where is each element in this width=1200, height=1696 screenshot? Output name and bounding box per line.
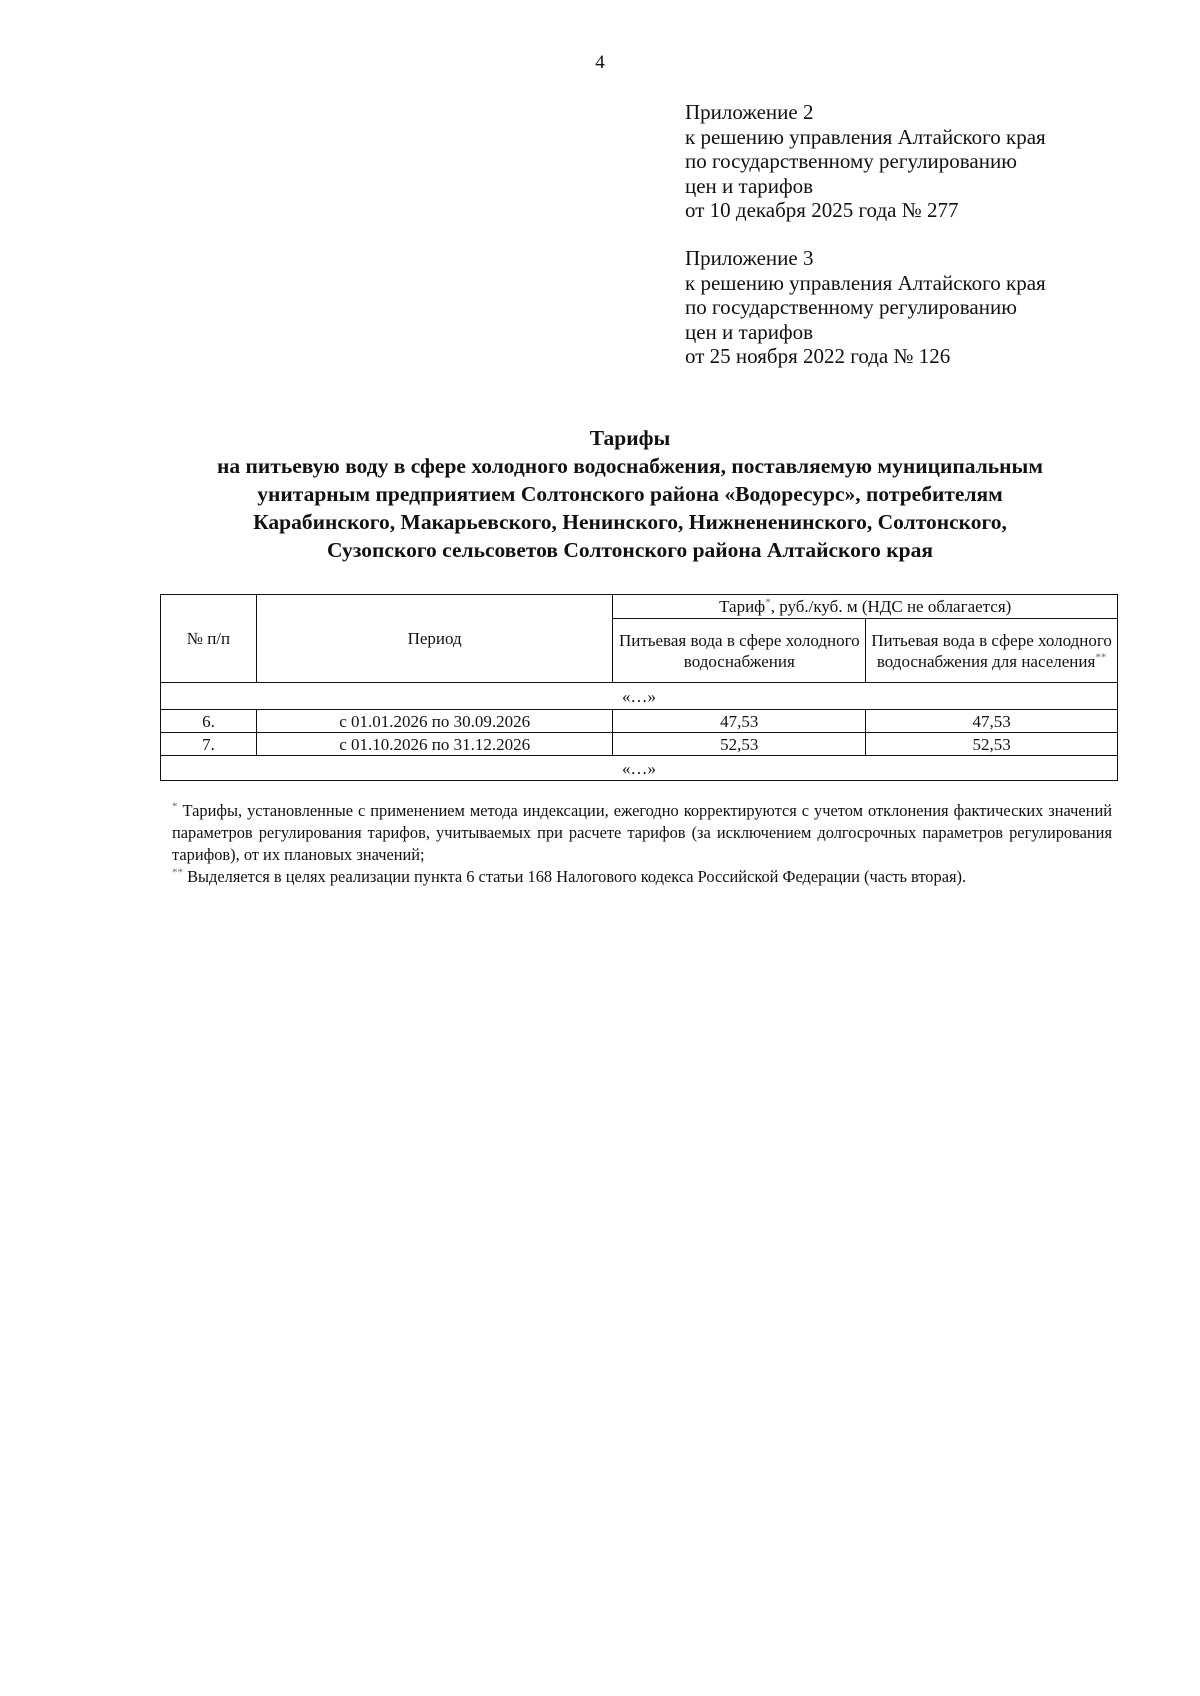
appendix-3-line: к решению управления Алтайского края <box>685 270 1046 295</box>
footnotes <box>172 800 1112 888</box>
footnote-mark: ** <box>172 866 183 879</box>
ellipsis-cell: «…» <box>161 756 1118 781</box>
appendix-2-date: от 10 декабря 2025 года № 277 <box>685 198 959 222</box>
row-tariff: 52,53 <box>613 733 866 756</box>
row-tariff-population: 52,53 <box>866 733 1118 756</box>
footnote-1 <box>172 800 1112 866</box>
table-row <box>161 733 1118 756</box>
header-tariff-label: Тариф <box>719 597 766 616</box>
header-drinking-water: Питьевая вода в сфере холодного водоснабжения <box>613 619 866 683</box>
title-line: унитарным предприятием Солтонского района «Водоресурс», потребителям <box>257 482 1003 506</box>
footnote-mark: * <box>765 596 771 609</box>
title-line: Карабинского, Макарьевского, Ненинского, Нижнененинского, Солтонского, <box>253 510 1007 534</box>
title-heading: Тарифы <box>589 426 671 450</box>
appendix-3-title: Приложение 3 <box>685 246 814 270</box>
ellipsis-row <box>161 756 1118 781</box>
page-number: 4 <box>595 52 605 73</box>
row-tariff: 47,53 <box>613 710 866 733</box>
row-number: 6. <box>161 710 257 733</box>
footnote-mark: ** <box>1095 650 1107 663</box>
row-number: 7. <box>161 733 257 756</box>
ellipsis-row <box>161 683 1118 710</box>
title-line: Сузопского сельсоветов Солтонского района Алтайского края <box>327 538 933 562</box>
table-row <box>161 710 1118 733</box>
footnote-1-text: Тарифы, установленные с применением метода индексации, ежегодно корректируются с учетом отклонения фактических значений параметров регулирования тарифов, учитываемых при расчете тарифов (за исключением долгосрочных параметров регулирования тарифов), от их плановых значений; <box>172 801 1112 864</box>
appendix-2-line: цен и тарифов <box>685 173 814 198</box>
appendix-3-date: от 25 ноября 2022 года № 126 <box>685 344 951 368</box>
document-title <box>150 424 1110 564</box>
appendix-2-title: Приложение 2 <box>685 100 814 124</box>
row-tariff-population: 47,53 <box>866 710 1118 733</box>
title-line: на питьевую воду в сфере холодного водоснабжения, поставляемую муниципальным <box>217 454 1043 478</box>
ellipsis-cell: «…» <box>161 683 1118 710</box>
tariff-table <box>160 594 1118 781</box>
row-period: с 01.01.2026 по 30.09.2026 <box>256 710 613 733</box>
footnote-2-text: Выделяется в целях реализации пункта 6 статьи 168 Налогового кодекса Российской Федерации (часть вторая). <box>187 867 967 886</box>
header-period: Период <box>256 595 613 683</box>
appendix-3-header <box>685 246 1046 369</box>
appendix-3-line: по государственному регулированию <box>685 295 1017 319</box>
appendix-2-header <box>685 100 1046 223</box>
appendix-2-line: по государственному регулированию <box>685 149 1017 173</box>
table-header-row <box>161 595 1118 619</box>
footnote-mark: * <box>172 800 178 813</box>
appendix-3-line: цен и тарифов <box>685 319 814 344</box>
header-tariff-unit: , руб./куб. м (НДС не облагается) <box>770 597 1012 616</box>
header-tariff <box>613 595 1118 619</box>
header-number: № п/п <box>161 595 257 683</box>
header-col2-label: Питьевая вода в сфере холодного водоснабжения для населения <box>871 630 1112 671</box>
row-period: с 01.10.2026 по 31.12.2026 <box>256 733 613 756</box>
footnote-2 <box>172 866 1112 888</box>
header-drinking-water-population <box>866 619 1118 683</box>
appendix-2-line: к решению управления Алтайского края <box>685 124 1046 149</box>
